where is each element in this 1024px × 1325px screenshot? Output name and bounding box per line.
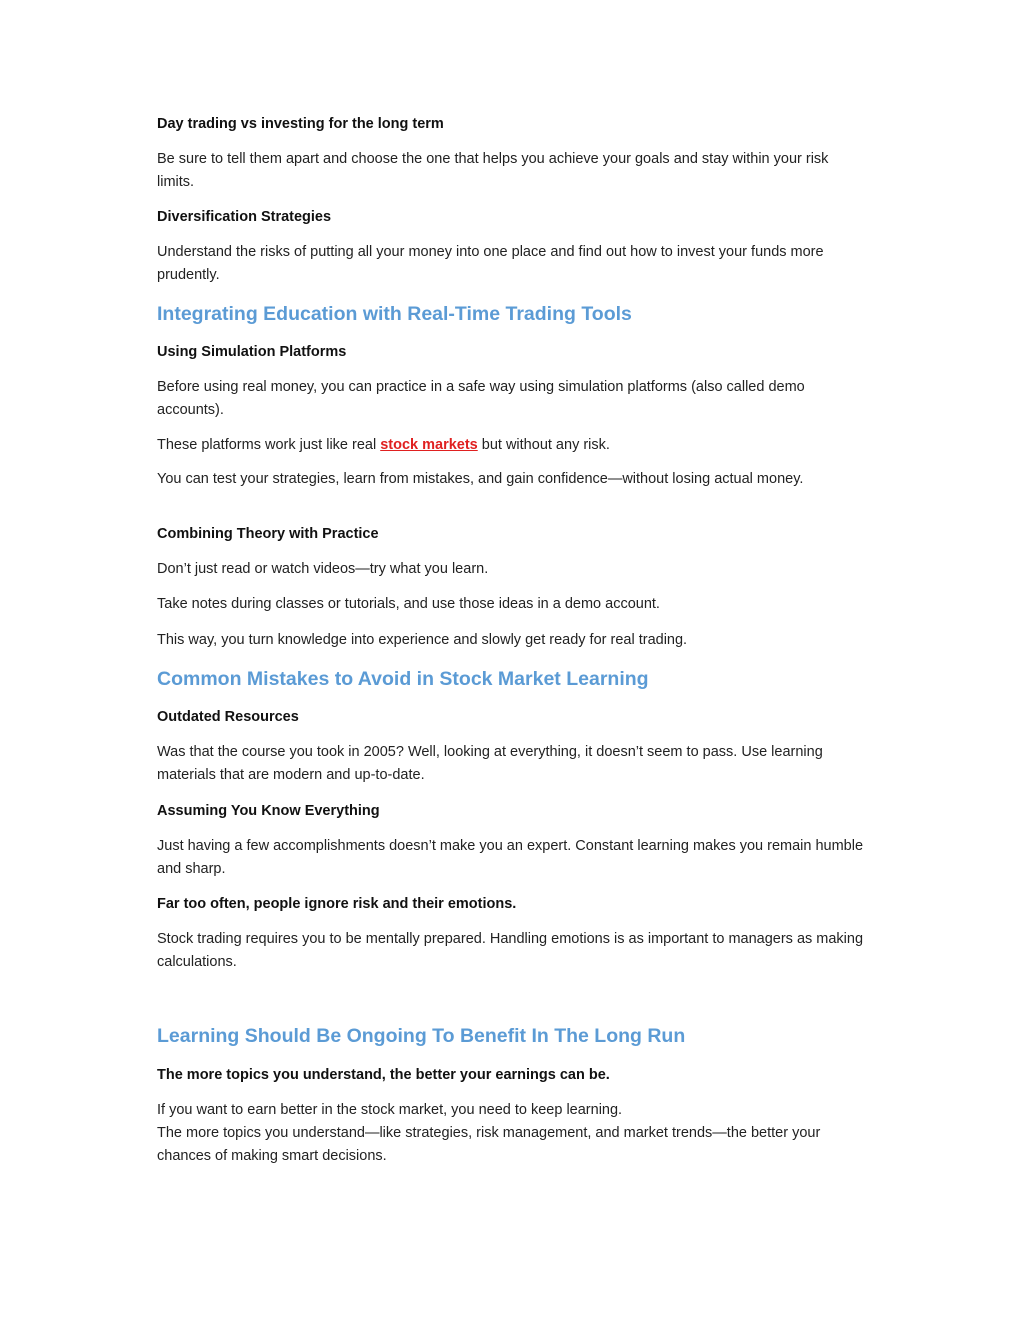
ongoing-line-2: The more topics you understand—like strategies, risk management, and market trends—the better your chances of making smart decisions. — [157, 1125, 821, 1164]
assuming-body: Just having a few accomplishments doesn’t make you an expert. Constant learning makes you remain humble and sharp. — [157, 838, 864, 877]
combining-heading: Combining Theory with Practice — [157, 526, 379, 542]
risk-heading: Far too often, people ignore risk and their emotions. — [157, 896, 517, 912]
outdated-heading: Outdated Resources — [157, 709, 299, 725]
ongoing-section-title: Learning Should Be Ongoing To Benefit In The Long Run — [157, 1025, 686, 1047]
mistakes-section-title: Common Mistakes to Avoid in Stock Market Learning — [157, 668, 649, 690]
ongoing-line-1: If you want to earn better in the stock market, you need to keep learning. — [157, 1102, 623, 1118]
combining-paragraph-2: Take notes during classes or tutorials, and use those ideas in a demo account. — [157, 596, 660, 612]
stock-markets-link[interactable]: stock markets — [380, 437, 478, 453]
simulation-heading: Using Simulation Platforms — [157, 344, 347, 360]
simulation-paragraph-3: You can test your strategies, learn from mistakes, and gain confidence—without losing actual money. — [157, 471, 804, 487]
assuming-heading: Assuming You Know Everything — [157, 803, 380, 819]
simulation-p2-after: but without any risk. — [477, 437, 610, 453]
ongoing-body — [157, 1099, 869, 1168]
simulation-paragraph-2 — [157, 434, 869, 457]
day-trading-heading: Day trading vs investing for the long term — [157, 116, 444, 132]
combining-paragraph-1: Don’t just read or watch videos—try what you learn. — [157, 561, 489, 577]
diversification-heading: Diversification Strategies — [157, 209, 332, 225]
ongoing-heading: The more topics you understand, the better your earnings can be. — [157, 1067, 610, 1083]
integrating-section-title: Integrating Education with Real-Time Trading Tools — [157, 303, 632, 325]
combining-paragraph-3: This way, you turn knowledge into experience and slowly get ready for real trading. — [157, 632, 688, 648]
day-trading-body: Be sure to tell them apart and choose the one that helps you achieve your goals and stay within your risk limits. — [157, 151, 829, 190]
diversification-body: Understand the risks of putting all your money into one place and find out how to invest your funds more prudently. — [157, 244, 824, 283]
outdated-body: Was that the course you took in 2005? Well, looking at everything, it doesn’t seem to pass. Use learning materials that are modern and up-to-date. — [157, 744, 823, 783]
risk-body: Stock trading requires you to be mentally prepared. Handling emotions is as important to managers as making calculations. — [157, 931, 864, 970]
simulation-p2-before: These platforms work just like real — [157, 437, 381, 453]
simulation-paragraph-1: Before using real money, you can practice in a safe way using simulation platforms (also called demo accounts). — [157, 379, 805, 418]
